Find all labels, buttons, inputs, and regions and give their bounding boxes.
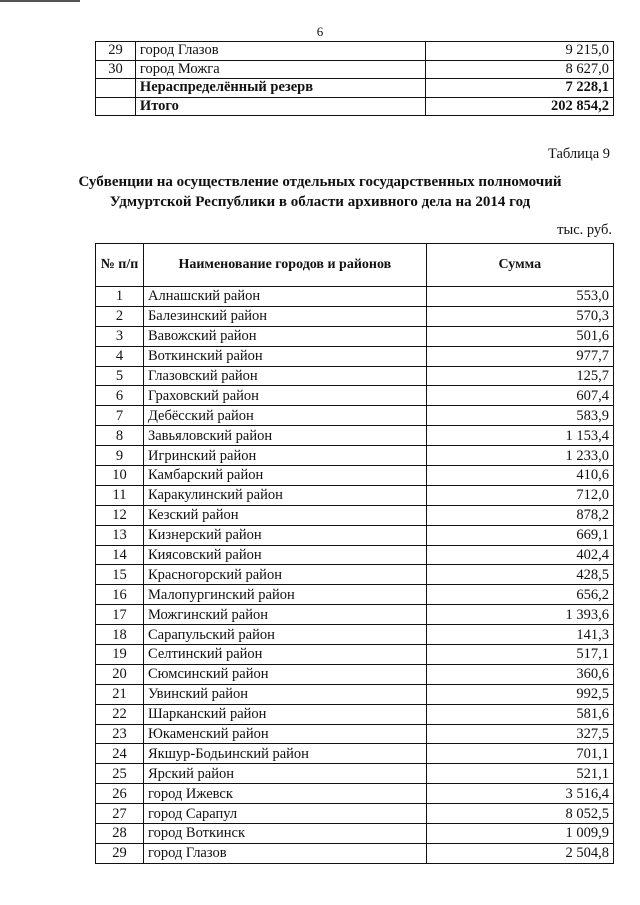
row-name: Завьяловский район <box>143 426 426 446</box>
table-row <box>96 366 614 386</box>
table-row <box>96 60 614 79</box>
title-line-2: Удмуртской Республики в области архивного дела на 2014 год <box>109 194 531 210</box>
table-row <box>96 79 614 98</box>
header-name: Наименование городов и районов <box>143 244 426 287</box>
header-row <box>96 244 614 287</box>
row-sum: 202 854,2 <box>426 97 614 116</box>
row-name: Якшур-Бодьинский район <box>143 744 426 764</box>
row-sum: 360,6 <box>426 664 613 684</box>
row-sum: 7 228,1 <box>426 79 614 98</box>
row-number: 19 <box>96 645 144 665</box>
row-sum: 141,3 <box>426 625 613 645</box>
row-sum: 9 215,0 <box>426 42 614 61</box>
row-sum: 607,4 <box>426 386 613 406</box>
row-name: город Глазов <box>143 843 426 863</box>
continuation-table <box>95 41 614 116</box>
row-number: 29 <box>96 42 136 61</box>
row-number: 16 <box>96 585 144 605</box>
row-name: Камбарский район <box>143 466 426 486</box>
row-number: 7 <box>96 406 144 426</box>
row-name: Сюмсинский район <box>143 664 426 684</box>
row-number: 2 <box>96 306 144 326</box>
table-row <box>96 406 614 426</box>
table-row <box>96 485 614 505</box>
row-number: 23 <box>96 724 144 744</box>
table-title <box>0 172 640 212</box>
unit-label: тыс. руб. <box>557 222 612 238</box>
row-sum: 656,2 <box>426 585 613 605</box>
row-sum: 2 504,8 <box>426 843 613 863</box>
table-row <box>96 764 614 784</box>
row-name: город Можга <box>135 60 426 79</box>
table-row <box>96 804 614 824</box>
table-row <box>96 42 614 61</box>
row-sum: 701,1 <box>426 744 613 764</box>
table-row <box>96 545 614 565</box>
row-name: Воткинский район <box>143 346 426 366</box>
table-row <box>96 664 614 684</box>
row-name: Каракулинский район <box>143 485 426 505</box>
row-number: 12 <box>96 505 144 525</box>
row-name: Увинский район <box>143 684 426 704</box>
row-name: Балезинский район <box>143 306 426 326</box>
row-name: Глазовский район <box>143 366 426 386</box>
row-sum: 125,7 <box>426 366 613 386</box>
row-name: Кезский район <box>143 505 426 525</box>
row-name: Красногорский район <box>143 565 426 585</box>
subvention-table <box>95 243 614 864</box>
row-name: Итого <box>135 97 426 116</box>
table-row <box>96 724 614 744</box>
row-sum: 992,5 <box>426 684 613 704</box>
row-sum: 1 009,9 <box>426 824 613 844</box>
table-row <box>96 585 614 605</box>
row-sum: 712,0 <box>426 485 613 505</box>
row-sum: 410,6 <box>426 466 613 486</box>
row-name: Сарапульский район <box>143 625 426 645</box>
row-sum: 570,3 <box>426 306 613 326</box>
row-number: 3 <box>96 326 144 346</box>
table-row <box>96 386 614 406</box>
row-number: 14 <box>96 545 144 565</box>
table-row <box>96 446 614 466</box>
row-name: Киясовский район <box>143 545 426 565</box>
row-sum: 1 233,0 <box>426 446 613 466</box>
row-number: 9 <box>96 446 144 466</box>
row-number: 6 <box>96 386 144 406</box>
row-name: Юкаменский район <box>143 724 426 744</box>
header-sum: Сумма <box>426 244 613 287</box>
row-sum: 1 393,6 <box>426 605 613 625</box>
table-row <box>96 684 614 704</box>
table-row <box>96 784 614 804</box>
row-sum: 583,9 <box>426 406 613 426</box>
row-sum: 8 627,0 <box>426 60 614 79</box>
row-number: 28 <box>96 824 144 844</box>
table-row <box>96 466 614 486</box>
table-row <box>96 625 614 645</box>
row-name: Нераспределённый резерв <box>135 79 426 98</box>
row-number <box>96 79 136 98</box>
row-name: Дебёсский район <box>143 406 426 426</box>
table-row <box>96 426 614 446</box>
row-number: 27 <box>96 804 144 824</box>
row-number: 25 <box>96 764 144 784</box>
table-row <box>96 565 614 585</box>
table-row <box>96 287 614 307</box>
header-num: № п/п <box>96 244 144 287</box>
row-name: Вавожский район <box>143 326 426 346</box>
table-label: Таблица 9 <box>547 146 610 162</box>
row-name: Алнашский район <box>143 287 426 307</box>
table-row <box>96 824 614 844</box>
table-row <box>96 744 614 764</box>
table-row <box>96 605 614 625</box>
row-sum: 402,4 <box>426 545 613 565</box>
row-number: 26 <box>96 784 144 804</box>
row-name: город Ижевск <box>143 784 426 804</box>
row-number: 18 <box>96 625 144 645</box>
row-name: город Сарапул <box>143 804 426 824</box>
table-row <box>96 843 614 863</box>
row-number: 24 <box>96 744 144 764</box>
row-sum: 327,5 <box>426 724 613 744</box>
table-row <box>96 505 614 525</box>
row-number: 4 <box>96 346 144 366</box>
row-sum: 878,2 <box>426 505 613 525</box>
table-row <box>96 704 614 724</box>
row-sum: 553,0 <box>426 287 613 307</box>
row-number: 15 <box>96 565 144 585</box>
row-number: 8 <box>96 426 144 446</box>
row-sum: 669,1 <box>426 525 613 545</box>
row-name: город Глазов <box>135 42 426 61</box>
row-name: Малопургинский район <box>143 585 426 605</box>
row-name: Можгинский район <box>143 605 426 625</box>
row-number: 13 <box>96 525 144 545</box>
row-number: 21 <box>96 684 144 704</box>
row-sum: 1 153,4 <box>426 426 613 446</box>
row-sum: 517,1 <box>426 645 613 665</box>
title-line-1: Субвенции на осуществление отдельных государственных полномочий <box>78 174 562 190</box>
row-number: 5 <box>96 366 144 386</box>
table-row <box>96 306 614 326</box>
row-number <box>96 97 136 116</box>
row-number: 10 <box>96 466 144 486</box>
row-number: 22 <box>96 704 144 724</box>
table-row <box>96 97 614 116</box>
row-sum: 977,7 <box>426 346 613 366</box>
table-row <box>96 346 614 366</box>
row-name: Ярский район <box>143 764 426 784</box>
row-sum: 501,6 <box>426 326 613 346</box>
row-sum: 581,6 <box>426 704 613 724</box>
row-number: 17 <box>96 605 144 625</box>
row-number: 29 <box>96 843 144 863</box>
row-sum: 521,1 <box>426 764 613 784</box>
row-name: Граховский район <box>143 386 426 406</box>
table-row <box>96 525 614 545</box>
row-name: Игринский район <box>143 446 426 466</box>
row-name: Кизнерский район <box>143 525 426 545</box>
row-name: Селтинский район <box>143 645 426 665</box>
row-number: 11 <box>96 485 144 505</box>
row-number: 1 <box>96 287 144 307</box>
row-sum: 8 052,5 <box>426 804 613 824</box>
top-border-line <box>0 0 80 2</box>
row-name: город Воткинск <box>143 824 426 844</box>
row-number: 30 <box>96 60 136 79</box>
row-sum: 428,5 <box>426 565 613 585</box>
table-row <box>96 645 614 665</box>
page-number: 6 <box>316 24 324 39</box>
row-sum: 3 516,4 <box>426 784 613 804</box>
row-number: 20 <box>96 664 144 684</box>
row-name: Шарканский район <box>143 704 426 724</box>
table-row <box>96 326 614 346</box>
